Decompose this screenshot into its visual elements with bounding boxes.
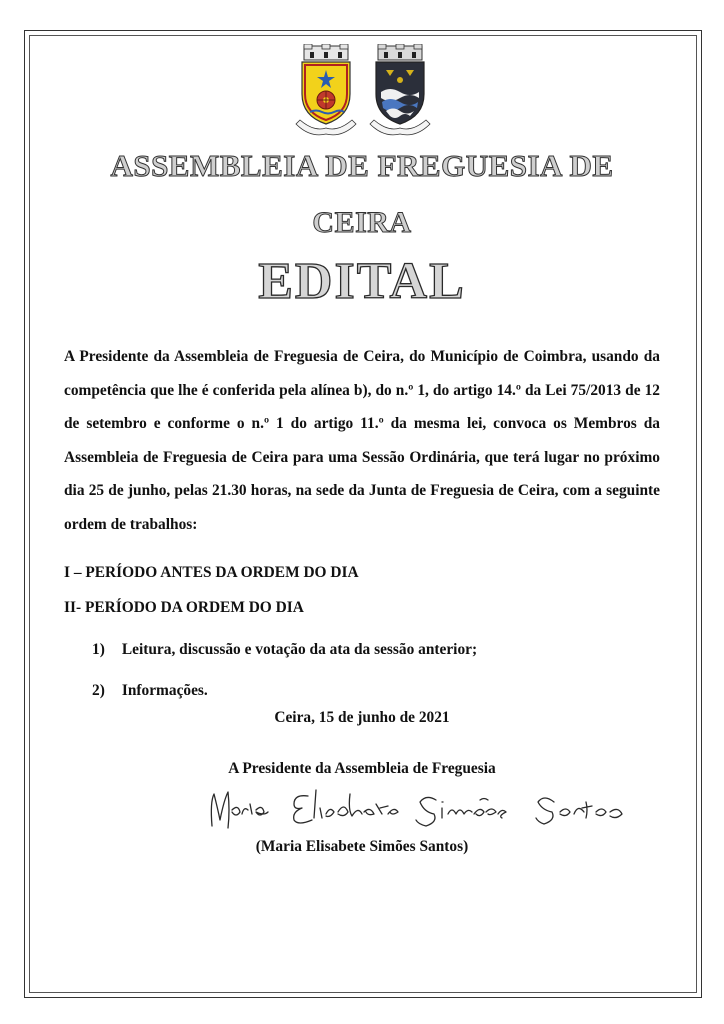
- handwritten-signature: [198, 780, 658, 840]
- document-type-heading: EDITAL: [258, 253, 466, 310]
- agenda-item: [92, 641, 477, 659]
- agenda-item-text: Leitura, discussão e votação da ata da sessão anterior;: [121, 641, 478, 658]
- agenda-section-2: II- PERÍODO DA ORDEM DO DIA: [64, 599, 304, 616]
- agenda-section-1: I – PERÍODO ANTES DA ORDEM DO DIA: [64, 564, 359, 581]
- agenda-item-number: 2): [92, 682, 105, 699]
- parish-name: CEIRA: [312, 206, 412, 239]
- agenda-item: [92, 682, 208, 700]
- place-and-date: Ceira, 15 de junho de 2021: [274, 709, 450, 726]
- coats-of-arms: [288, 44, 438, 140]
- agenda-item-number: 1): [92, 641, 105, 658]
- agenda-item-text: Informações.: [121, 682, 208, 699]
- crest-vila-de-ceira-icon: [290, 44, 362, 138]
- signer-title: A Presidente da Assembleia de Freguesia: [228, 760, 496, 777]
- assembly-title: ASSEMBLEIA DE FREGUESIA DE: [110, 148, 614, 183]
- convocation-paragraph: A Presidente da Assembleia de Freguesia de Ceira, do Município de Coimbra, usando da competência que lhe é conferida pela alínea b), do n.º 1, do artigo 14.º da Lei 75/2013 de 12 de setembro e conforme o n.º 1 do artigo 11.º da mesma lei, convoca os Membros da Assembleia de Freguesia de Ceira para uma Sessão Ordinária, que terá lugar no próximo dia 25 de junho, pelas 21.30 horas, na sede da Junta de Freguesia de Ceira, com a seguinte ordem de trabalhos:: [64, 348, 660, 533]
- signer-printed-name: (Maria Elisabete Simões Santos): [255, 838, 469, 855]
- crest-ceira-icon: [364, 44, 436, 138]
